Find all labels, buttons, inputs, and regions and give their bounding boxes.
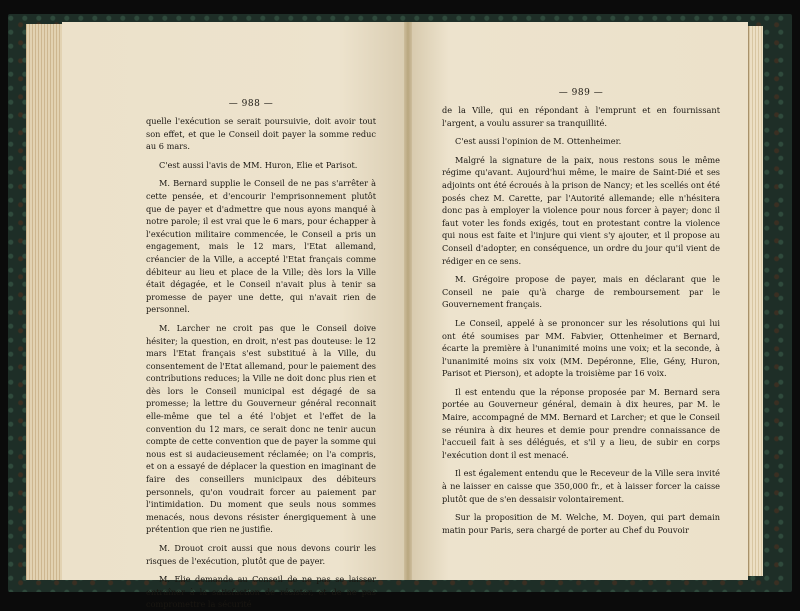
paragraph: Sur la proposition de M. Welche, M. Doyen, qui part demain matin pour Paris, sera chargé de porter au Chef du Pouvoir <box>442 512 720 535</box>
paragraph: M. Larcher ne croit pas que le Conseil doive hésiter; la question, en droit, n'est pas douteuse: le 12 mars l'Etat français s'est substitué à la Ville, du consentement de l'Etat allemand, pour le paiement des contributions reduces; la Ville ne doit donc plus rien et dès lors le Conseil municipal est dégagé de sa promesse; la lettre du Gouverneur général reconnait elle-même que tel a été l'objet et l'effet de la convention du 12 mars, ce serait donc ne tenir aucun compte de cette convention que de payer la somme qui nous est si audacieusement réclamée; on l'a compris, et on a essayé de déplacer la question en imaginant de faire des conseillers municipaux des débiteurs personnels, qu'on voudrait forcer au paiement par l'intimidation. Du moment que seuls nous sommes menacés, nous devons résister énergiquement à une prétention que rien ne justifie. <box>146 322 376 535</box>
right-page-edges <box>748 26 763 576</box>
paragraph: quelle l'exécution se serait poursuivie, doit avoir tout son effet, et que le Conseil doit payer la somme reduc au 6 mars. <box>146 116 376 152</box>
paragraph: Malgré la signature de la paix, nous restons sous le même régime qu'avant. Aujourd'hui même, le maire de Saint-Dié et ses adjoints ont été écroués à la prison de Nancy; et les scellés ont été posés chez M. Carette, par l'Autorité allemande; elle n'hésitera donc pas à employer la violence pour nous forcer à payer; donc il faut voter les fonds exigés, tout en protestant contre la violence qui nous est faite et l'injure qui vient s'y ajouter, et il propose au Conseil d'adopter, en conséquence, un ordre du jour qu'il vient de rédiger en ce sens. <box>442 154 720 266</box>
paragraph: M. Drouot croit aussi que nous devons courir les risques de l'exécution, plutôt que de payer. <box>146 543 376 566</box>
page-number: — 989 — <box>558 88 604 98</box>
paragraph: M. Grégoire propose de payer, mais en déclarant que le Conseil ne paie qu'à charge de remboursement par le Gouvernement français. <box>442 274 720 310</box>
book-gutter <box>404 22 412 580</box>
paragraph: Il est également entendu que le Receveur de la Ville sera invité à ne laisser en caisse que 350,000 fr., et à laisser forcer la caisse plutôt que de s'en dessaisir volontairement. <box>442 468 720 504</box>
paragraph: C'est aussi l'opinion de M. Ottenheimer. <box>455 136 622 147</box>
paragraph: M. Bernard supplie le Conseil de ne pas s'arrêter à cette pensée, et d'encourir l'emprisonnement plutôt que de payer et d'admettre que nous ayons manqué à notre parole; il est vrai que le 6 mars, pour échapper à l'exécution militaire commencée, le Conseil a pris un engagement, mais le 12 mars, l'Etat allemand, créancier de la Ville, a accepté l'Etat français comme débiteur au lieu et place de la Ville; dès lors la Ville était dégagée, et le Conseil n'avait plus à tenir sa promesse de payer une dette, qui n'avait rien de personnel. <box>146 178 376 315</box>
right-page <box>408 22 748 580</box>
paragraph: de la Ville, qui en répondant à l'emprunt et en fournissant l'argent, a voulu assurer sa tranquillité. <box>442 105 720 128</box>
paragraph: Il est entendu que la réponse proposée par M. Bernard sera portée au Gouverneur général, demain à dix heures, par M. le Maire, accompagné de MM. Bernard et Larcher; et que le Conseil se réunira à dix heures et demie pour prendre connaissance de l'accueil fait à ses délégués, et s'il y a lieu, de subir en corps l'exécution dont il est menacé. <box>442 386 720 460</box>
paragraph: M. Elie demande au Conseil de ne pas se laisser entraîner à la satisfaction de résister, et de ne pas compromettre la sécurité <box>146 574 376 610</box>
page-number: — 988 — <box>228 99 274 109</box>
left-page <box>62 22 408 610</box>
paragraph: Le Conseil, appelé à se prononcer sur les résolutions qui lui ont été soumises par MM. Fabvier, Ottenheimer et Bernard, écarte la première à l'unanimité moins une voix; et la seconde, à l'unanimité moins six voix (MM. Depéronne, Elie, Gény, Huron, Parisot et Pierson), et adopte la troisième par 16 voix. <box>442 317 720 379</box>
left-page-edges <box>26 24 63 580</box>
paragraph: C'est aussi l'avis de MM. Huron, Elie et Parisot. <box>159 159 358 170</box>
